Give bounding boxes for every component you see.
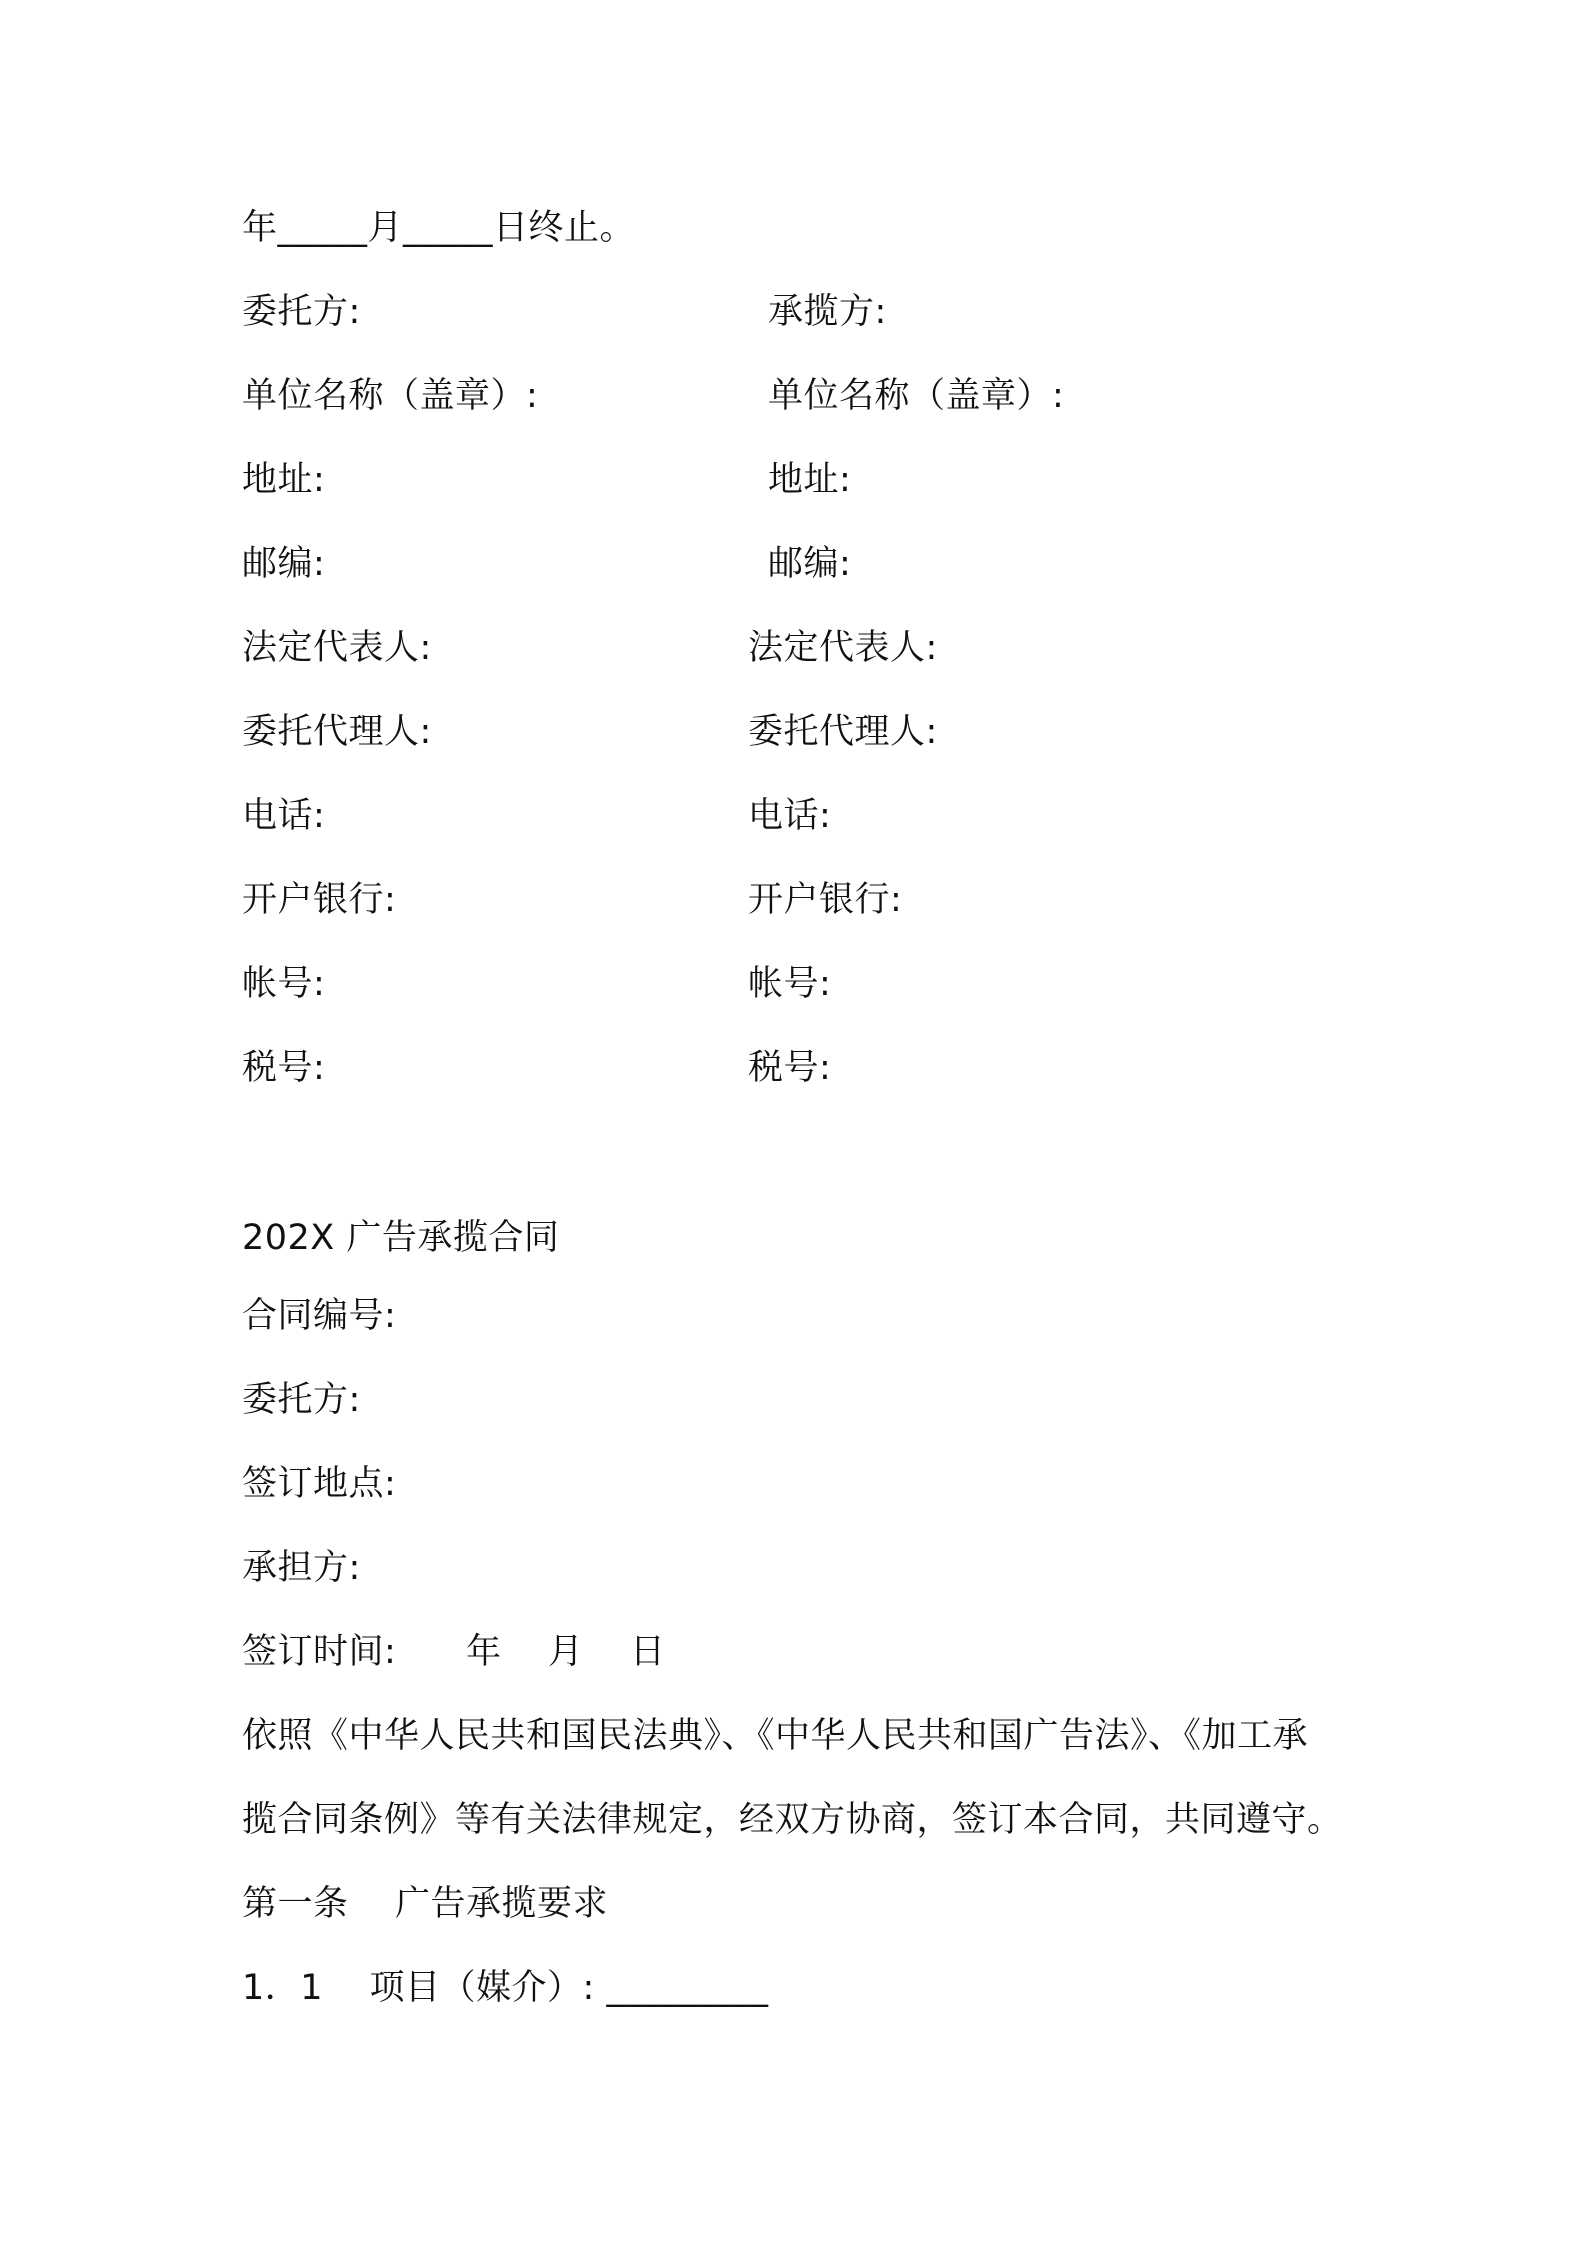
client-label: 委托方: bbox=[242, 1380, 361, 1420]
contract-title: 202X 广告承揽合同 bbox=[242, 1218, 560, 1258]
undertaker-label: 承担方: bbox=[242, 1548, 361, 1588]
contractor-agent-label: 委托代理人: bbox=[748, 712, 938, 752]
contract-number-label: 合同编号: bbox=[242, 1296, 397, 1336]
sign-place-label: 签订地点: bbox=[242, 1464, 397, 1504]
preamble-line-2: 揽合同条例》等有关法律规定，经双方协商，签订本合同，共同遵守。 bbox=[242, 1800, 1343, 1840]
contractor-unit-name-label: 单位名称（盖章）: bbox=[768, 376, 1065, 416]
preamble-line-1: 依照《中华人民共和国民法典》、《中华人民共和国广告法》、《加工承 bbox=[242, 1716, 1309, 1756]
client-address-label: 地址: bbox=[242, 460, 326, 500]
contractor-tax-id-label: 税号: bbox=[748, 1048, 832, 1088]
client-legal-rep-label: 法定代表人: bbox=[242, 628, 432, 668]
contractor-phone-label: 电话: bbox=[748, 796, 832, 836]
contractor-party-label: 承揽方: bbox=[768, 292, 887, 332]
client-agent-label: 委托代理人: bbox=[242, 712, 432, 752]
client-account-label: 帐号: bbox=[242, 964, 326, 1004]
client-postcode-label: 邮编: bbox=[242, 544, 326, 584]
item-1-1: 1．1 项目（媒介）: _________ bbox=[242, 1968, 769, 2008]
end-date-line: 年_____月_____日终止。 bbox=[242, 208, 636, 248]
contractor-address-label: 地址: bbox=[768, 460, 852, 500]
contractor-postcode-label: 邮编: bbox=[768, 544, 852, 584]
client-tax-id-label: 税号: bbox=[242, 1048, 326, 1088]
contractor-bank-label: 开户银行: bbox=[748, 880, 903, 920]
sign-time-label: 签订时间: 年 月 日 bbox=[242, 1632, 666, 1672]
client-bank-label: 开户银行: bbox=[242, 880, 397, 920]
contractor-legal-rep-label: 法定代表人: bbox=[748, 628, 938, 668]
client-phone-label: 电话: bbox=[242, 796, 326, 836]
contractor-account-label: 帐号: bbox=[748, 964, 832, 1004]
article-1-heading: 第一条 广告承揽要求 bbox=[242, 1884, 609, 1924]
client-unit-name-label: 单位名称（盖章）: bbox=[242, 376, 539, 416]
client-party-label: 委托方: bbox=[242, 292, 361, 332]
